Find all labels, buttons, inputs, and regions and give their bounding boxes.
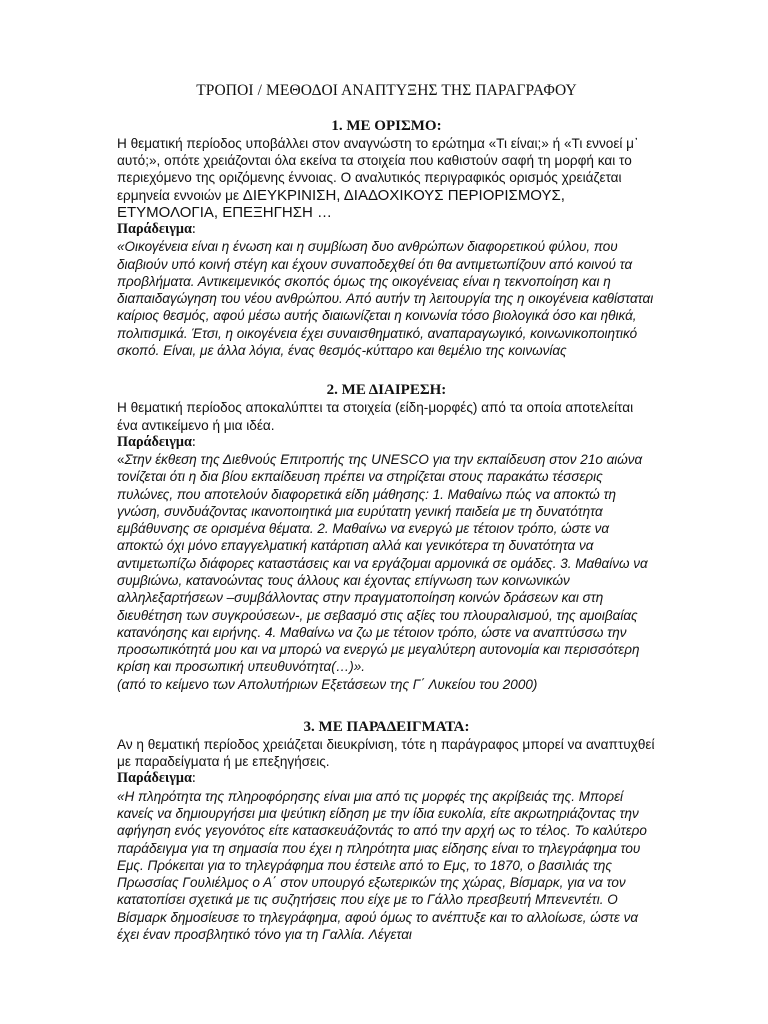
section-heading: 2. ΜΕ ΔΙΑΙΡΕΣΗ: xyxy=(326,382,447,399)
example-label-line xyxy=(117,434,656,451)
section-spacer xyxy=(117,693,656,718)
section-body: Αν η θεματική περίοδος χρειάζεται διευκρίνιση, τότε η παράγραφος μπορεί να αναπτυχθεί με παραδείγματα ή με επεξηγήσεις. xyxy=(117,737,655,770)
example-label: Παράδειγμα xyxy=(117,433,192,450)
example-colon: : xyxy=(191,770,196,787)
section-examples xyxy=(117,718,656,943)
section-spacer xyxy=(117,359,656,381)
section-body-text: Η θεματική περίοδος υποβάλλει στον αναγνώστη το ερώτημα «Τι είναι;» ή «Τι εννοεί μ᾽ αυτό;», οπότε χρειάζονται όλα εκείνα τα στοιχεία που καθιστούν σαφή τη μορφή και το περιεχόμενο της οριζόμενης έννοιας. Ο αναλυτικός περιγραφικός ορισμός χρειάζεται ερμηνεία εννοιών με xyxy=(117,136,639,203)
section-body-caps: ΔΙΕΥΚΡΙΝΙΣΗ, ΔΙΑΔΟΧΙΚΟΥΣ ΠΕΡΙΟΡΙΣΜΟΥΣ, ΕΤΥΜΟΛΟΓΙΑ, ΕΠΕΞΗΓΗΣΗ … xyxy=(117,186,565,221)
example-label: Παράδειγμα xyxy=(117,770,192,787)
section-heading: 1. ΜΕ ΟΡΙΣΜΟ: xyxy=(331,118,442,134)
section-definition xyxy=(117,117,656,359)
example-text xyxy=(117,451,656,676)
example-text: «Οικογένεια είναι η ένωση και η συμβίωση δυο ανθρώπων διαφορετικού φύλου, που διαβιούν υπό κοινή στέγη και έχουν συναποδεχθεί ότι θα αντιμετωπίζουν από κοινού τα προβλήματα. Αντικειμενικός σκοπός όμως της οικογένειας είναι η τεκνοποίηση και η διαπαιδαγώγηση του νέου ανθρώπου. Από αυτήν τη λειτουργία της η οικογένεια καθίσταται καίριος θεσμός, αφού μέσω αυτής διαιωνίζεται η κοινωνία τόσο βιολογικά όσο και ηθικά, πολιτισμικά. Έτσι, η οικογένεια έχει συναισθηματικό, αναπαραγωγικό, κοινωνικοποιητικό σκοπό. Είναι, με άλλα λόγια, ένας θεσμός-κύτταρο και θεμέλιο της κοινωνίας xyxy=(117,239,654,358)
document-title: ΤΡΟΠΟΙ / ΜΕΘΟΔΟΙ ΑΝΑΠΤΥΞΗΣ ΤΗΣ ΠΑΡΑΓΡΑΦΟΥ xyxy=(196,82,577,99)
example-label-line xyxy=(117,221,656,238)
example-open-quote: « xyxy=(117,451,125,467)
example-label: Παράδειγμα xyxy=(117,221,192,238)
section-heading: 3. ΜΕ ΠΑΡΑΔΕΙΓΜΑΤΑ: xyxy=(303,719,470,736)
example-colon: : xyxy=(191,433,196,450)
section-body: Η θεματική περίοδος αποκαλύπτει τα στοιχεία (είδη-μορφές) από τα οποία αποτελείται ένα αντικείμενο ή μια ιδέα. xyxy=(117,400,634,433)
example-colon: : xyxy=(191,221,196,238)
section-body xyxy=(117,135,656,221)
section-division xyxy=(117,381,656,693)
example-source: (από το κείμενο των Απολυτήριων Εξετάσεων της Γ΄ Λυκείου του 2000) xyxy=(117,676,538,692)
example-text-body: Στην έκθεση της Διεθνούς Επιτροπής της UNESCO για την εκπαίδευση στον 21ο αιώνα τονίζεται ότι η δια βίου εκπαίδευση πρέπει να στηρίζεται στους παρακάτω τέσσερις πυλώνες, που αποτελούν διαφορετικά είδη μάθησης: 1. Μαθαίνω πώς να αποκτώ τη γνώση, συνδυάζοντας ικανοποιητικά μια ευρύτατη γενική παιδεία με τη δυνατότητα εμβάθυνσης σε ορισμένα θέματα. 2. Μαθαίνω να ενεργώ με τέτοιον τρόπο, ώστε να αποκτώ όχι μόνο επαγγελματική κατάρτιση αλλά και γενικότερα τη δυνατότητα να αντιμετωπίζω διάφορες καταστάσεις και να εργάζομαι αρμονικά σε ομάδες. 3. Μαθαίνω να συμβιώνω, κατανοώντας τους άλλους και έχοντας επίγνωση των κοινωνικών αλληλεξαρτήσεων –συμβάλλοντας στην πραγματοποίηση κοινών δράσεων και στη διευθέτηση των συγκρούσεων-, με σεβασμό στις αξίες του πλουραλισμού, της αμοιβαίας κατανόησης και ειρήνης. 4. Μαθαίνω να ζω με τέτοιον τρόπο, ώστε να αναπτύσσω την προσωπικότητά μου και να μπορώ να ενεργώ με μεγαλύτερη αυτονομία και περισσότερη κρίση και προσωπική υπευθυνότητα(…)». xyxy=(117,451,648,675)
example-text: «Η πληρότητα της πληροφόρησης είναι μια από τις μορφές της ακρίβειάς της. Μπορεί κανείς να δημιουργήσει μια ψεύτικη είδηση με την ίδια ευκολία, είτε ακρωτηριάζοντας την αφήγηση ενός γεγονότος είτε κατασκευάζοντάς το από την αρχή ως το τέλος. Το καλύτερο παράδειγμα για τη σημασία που έχει η πληρότητα μιας είδησης είναι το τηλεγράφημα του Εμς. Πρόκειται για το τηλεγράφημα που έστειλε από το Εμς, το 1870, ο βασιλιάς της Πρωσσίας Γουλιέλμος ο Α΄ στον υπουργό εξωτερικών της χώρας, Βίσμαρκ, για να τον κατατοπίσει σχετικά με τις συζητήσεις που είχε με το Γάλλο πρεσβευτή Μπενεντέτι. Ο Βίσμαρκ δημοσίευσε το τηλεγράφημα, αφού όμως το ανέπτυξε και το αλλοίωσε, ώστε να έχει έναν προσβλητικό τόνο για τη Γαλλία. Λέγεται xyxy=(117,788,647,943)
example-label-line xyxy=(117,770,656,787)
